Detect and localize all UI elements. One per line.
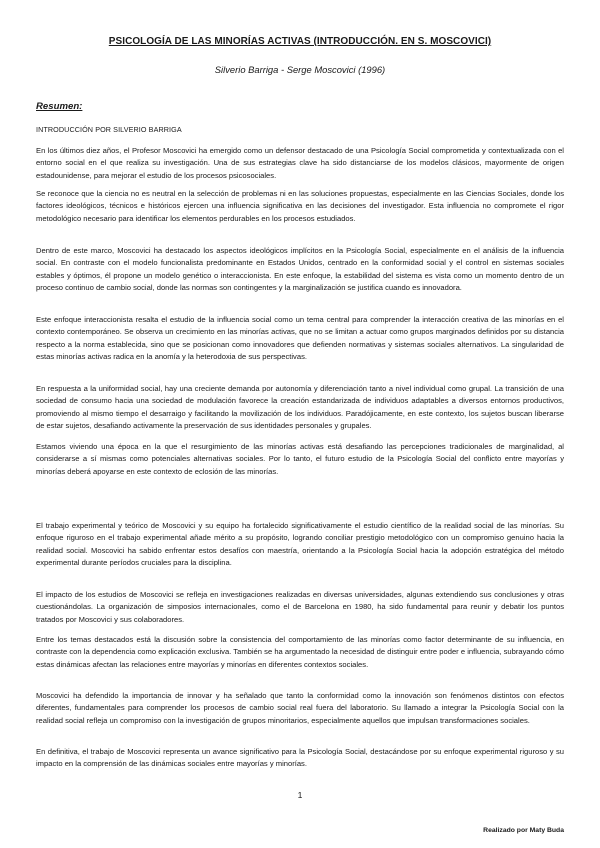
section-heading: Resumen: bbox=[36, 101, 83, 112]
page-number: 1 bbox=[297, 790, 303, 800]
paragraph-2: Se reconoce que la ciencia no es neutral en la selección de problemas ni en las soluciones propuestas, especialmente en las Ciencias Sociales, donde los factores ideológicos, técnicos e históricos ejercen una influencia significativa en las decisiones del investigador. Esta influencia no compromete el rigor metodológico necesario para identificar los elementos perdurables en los procesos estudiados. bbox=[36, 189, 564, 223]
document-title: PSICOLOGÍA DE LAS MINORÍAS ACTIVAS (INTRODUCCIÓN. EN S. MOSCOVICI) bbox=[108, 36, 492, 47]
paragraph-8: El impacto de los estudios de Moscovici se refleja en investigaciones realizadas en diversas universidades, algunas extendiendo sus conclusiones y otras cuestionándolas. La organización de simposios internacionales, como el de Barcelona en 1980, ha sido fundamental para reunir y debatir los puntos tratados por Moscovici y sus colaboradores. bbox=[36, 590, 564, 624]
paragraph-7: El trabajo experimental y teórico de Moscovici y su equipo ha fortalecido significativamente el estudio científico de la realidad social de las minorías. Su enfoque riguroso en el trabajo experimental añade mérito a su propósito, logrando conciliar prestigio metodológico con un compromiso genuino hacia la realidad social. Moscovici ha sabido enfrentar estos desafíos con maestría, orientando a la Psicología Social hacia la adopción estratégica del método experimental durante períodos cruciales para la disciplina. bbox=[36, 521, 564, 568]
document-subtitle: Silverio Barriga - Serge Moscovici (1996) bbox=[214, 64, 386, 75]
paragraph-4: Este enfoque interaccionista resalta el estudio de la influencia social como un tema central para comprender la interacción creativa de las minorías en el contexto contemporáneo. Se observa un crecimiento en las minorías activas, que no se limitan a actuar como grupos marginados definidos por su distancia respecto a la norma establecida, sino que se posicionan como innovadores que defienden normativas y sistemas sociales alternativos. La singularidad de estas minorías activas radica en la anomía y la heterodoxia de sus perspectivas. bbox=[36, 315, 564, 362]
paragraph-1: En los últimos diez años, el Profesor Moscovici ha emergido como un defensor destacado de una Psicología Social comprometida y contextualizada con el entorno social en el que realiza su investigación. Una de sus estrategias clave ha sido distanciarse de los modelos clásicos, mayormente de origen estadounidense, para mejorar el estudio de los procesos psicosociales. bbox=[36, 146, 564, 180]
author-credit: Realizado por Maty Buda bbox=[483, 827, 564, 834]
intro-label: INTRODUCCIÓN POR SILVERIO BARRIGA bbox=[36, 125, 182, 134]
paragraph-5: En respuesta a la uniformidad social, hay una creciente demanda por autonomía y diferenciación tanto a nivel individual como grupal. La transición de una sociedad de consumo hacia una sociedad de modulación favorece la creación estandarizada de individuos adaptables a diversos entornos productivos, promoviendo al mismo tiempo el desarraigo y facilitando la movilización de los individuos. Paradójicamente, en este contexto, los sujetos buscan liberarse de estar sujetos, desafiando activamente la preservación de sus identidades personales y grupales. bbox=[36, 384, 564, 431]
paragraph-11: En definitiva, el trabajo de Moscovici representa un avance significativo para la Psicología Social, destacándose por su enfoque experimental riguroso y su impacto en la comprensión de las dinámicas sociales entre mayorías y minorías. bbox=[36, 747, 564, 769]
paragraph-3: Dentro de este marco, Moscovici ha destacado los aspectos ideológicos implícitos en la Psicología Social, especialmente en el análisis de la influencia social. En contraste con el modelo funcionalista predominante en Estados Unidos, centrado en la conformidad social y el control en sistemas sociales estables y óptimos, él propone un modelo genético o interaccionista. En este enfoque, la estabilidad del sistema es vista como un momento dentro de un proceso continuo de cambio social, donde las normas son contingentes y la marginalización se justifica cuando es innovadora. bbox=[36, 246, 564, 293]
paragraph-6: Estamos viviendo una época en la que el resurgimiento de las minorías activas está desafiando las percepciones tradicionales de marginalidad, al considerarse a sí mismas como potenciales alternativas sociales. Por lo tanto, el futuro estudio de la Psicología Social del conflicto entre mayorías y minorías deberá apoyarse en este contexto de eclosión de las minorías. bbox=[36, 442, 564, 476]
paragraph-9: Entre los temas destacados está la discusión sobre la consistencia del comportamiento de las minorías como factor determinante de su influencia, en contraste con la dependencia como explicación exclusiva. También se ha argumentado la necesidad de distinguir entre poder e influencia, subrayando cómo estas dinámicas afectan las relaciones entre mayorías y minorías en diferentes contextos sociales. bbox=[36, 635, 564, 669]
paragraph-10: Moscovici ha defendido la importancia de innovar y ha señalado que tanto la conformidad como la innovación son fenómenos distintos con efectos diferentes, fundamentales para comprender los procesos de cambio social real fuera del laboratorio. Su llamado a integrar la Psicología Social con la realidad social refleja un compromiso con la investigación de grupos minoritarios, especialmente aquellos que impulsan transformaciones sociales. bbox=[36, 691, 564, 725]
